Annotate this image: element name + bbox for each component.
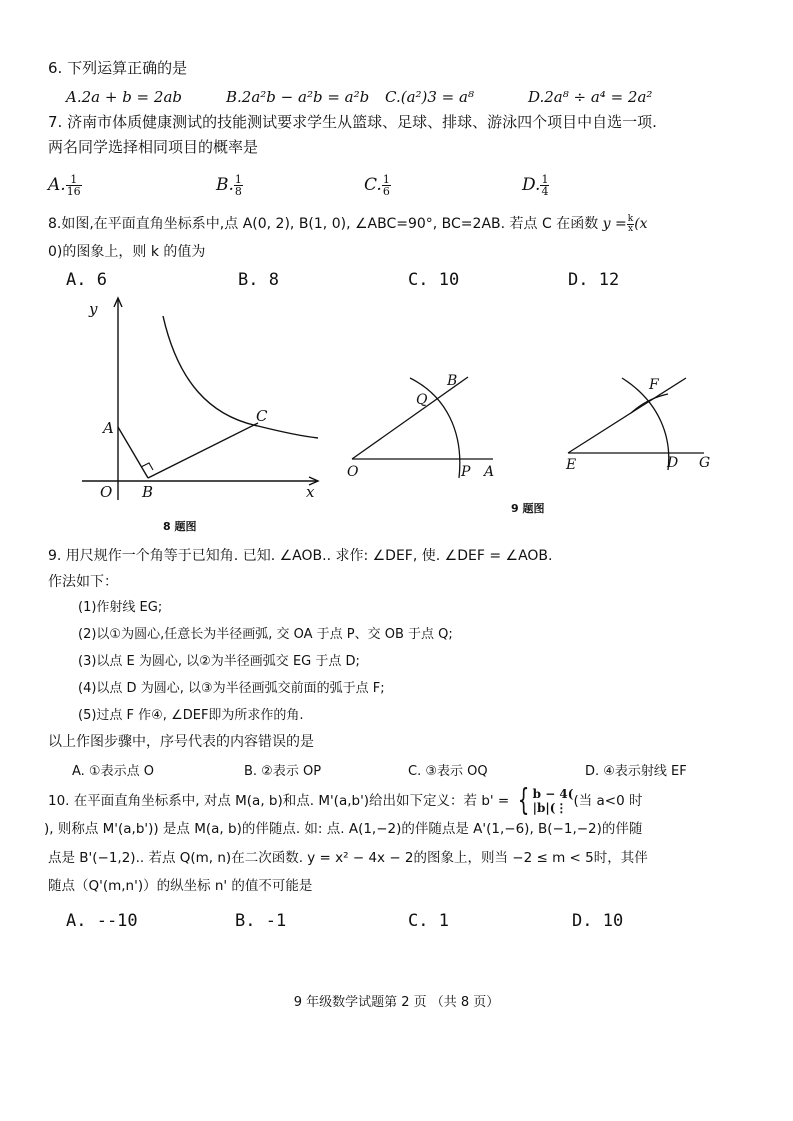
label-f: F (649, 377, 659, 393)
q6-option-c: C.(a²)3 = a⁸ (385, 88, 474, 106)
caption-8: 8 题图 (163, 520, 197, 533)
q6-stem: 6. 下列运算正确的是 (48, 59, 188, 77)
q7-option-a: A. $\frac{1}{16}$ (48, 173, 81, 198)
q8-option-b: B. 8 (238, 270, 279, 290)
label-a-9: A (484, 464, 495, 480)
q9-method: 作法如下： (48, 574, 118, 590)
q10-option-b: B. -1 (235, 911, 287, 931)
label-o: O (100, 483, 113, 501)
q8-option-c: C. 10 (408, 270, 460, 290)
q10-line4: 随点（Q'(m,n')）的纵坐标 n' 的值不可能是 (48, 878, 313, 894)
q10-option-a: A. --10 (66, 911, 138, 931)
label-q: Q (416, 392, 428, 408)
figure-9-angle-def (568, 378, 704, 470)
q6-option-d: D.2a⁸ ÷ a⁴ = 2a² (528, 88, 653, 106)
q7-stem-line2: 两名同学选择相同项目的概率是 (48, 138, 259, 156)
q6-option-b: B.2a²b − a²b = a²b (226, 88, 370, 106)
label-x: x (306, 483, 315, 501)
q9-step-5: (5)过点 F 作④, ∠DEF即为所求作的角. (78, 708, 304, 723)
q9-stem: 9. 用尺规作一个角等于已知角. 已知. ∠AOB.. 求作: ∠DEF, 使. ∠DEF = ∠AOB. (48, 548, 553, 564)
q7-option-d: D. $\frac{1}{4}$ (522, 173, 549, 198)
q7-option-c: C. $\frac{1}{6}$ (364, 173, 390, 198)
label-e: E (566, 457, 577, 473)
q7-stem-line1: 7. 济南市体质健康测试的技能测试要求学生从篮球、足球、排球、游泳四个项目中自选一项. (48, 113, 657, 131)
label-d: D (667, 455, 679, 471)
q8-stem-line2: 0)的图象上，则 k 的值为 (48, 244, 206, 260)
q10-line1: 10. 在平面直角坐标系中, 对点 M(a, b)和点. M'(a,b')给出如下定义：若 b' = { b − 4( |b|(⋮ (当 a<0 时 (48, 783, 643, 818)
q10-line3: 点是 B'(−1,2).. 若点 Q(m, n)在二次函数. y = x² − 4x − 2的图象上，则当 −2 ≤ m < 5时，其伴 (48, 850, 648, 866)
label-a: A (103, 419, 114, 437)
q9-option-d: D. ④表示射线 EF (585, 764, 687, 779)
q9-question: 以上作图步骤中，序号代表的内容错误的是 (48, 734, 314, 750)
q9-step-2: (2)以①为圆心,任意长为半径画弧, 交 OA 于点 P、交 OB 于点 Q; (78, 627, 453, 642)
q10-option-d: D. 10 (572, 911, 624, 931)
q9-step-4: (4)以点 D 为圆心, 以③为半径画弧交前面的弧于点 F; (78, 681, 385, 696)
q8-stem-line1: 8.如图,在平面直角坐标系中,点 A(0, 2), B(1, 0), ∠ABC=90°, BC=2AB. 若点 C 在函数 y = $\frac{k}{x}$ (x (48, 213, 648, 234)
hyperbola-curve (163, 316, 318, 438)
label-c: C (256, 407, 268, 425)
q9-step-3: (3)以点 E 为圆心, 以②为半径画弧交 EG 于点 D; (78, 654, 360, 669)
q7-option-b: B. $\frac{1}{8}$ (216, 173, 242, 198)
arc-d (622, 378, 669, 470)
q6-option-a: A.2a + b = 2ab (66, 88, 182, 106)
caption-9: 9 题图 (511, 502, 545, 515)
q9-step-1: (1)作射线 EG; (78, 600, 163, 615)
q10-line2: ), 则称点 M'(a,b')) 是点 M(a, b)的伴随点. 如: 点. A(1,−2)的伴随点是 A'(1,−6), B(−1,−2)的伴随 (44, 821, 643, 837)
label-o-9: O (347, 464, 359, 480)
q9-option-c: C. ③表示 OQ (408, 764, 488, 779)
q8-option-d: D. 12 (568, 270, 620, 290)
label-p: P (461, 464, 471, 480)
label-y: y (89, 300, 98, 318)
label-g: G (699, 455, 711, 471)
q10-option-c: C. 1 (408, 911, 449, 931)
page-footer: 9 年级数学试题第 2 页 （共 8 页） (293, 995, 500, 1010)
segment-ab (118, 427, 148, 478)
label-b: B (142, 483, 154, 501)
label-b-9: B (447, 373, 458, 389)
q9-option-b: B. ②表示 OP (244, 764, 322, 779)
q9-option-a: A. ①表示点 O (72, 764, 154, 779)
q8-option-a: A. 6 (66, 270, 107, 290)
ray-ef (568, 378, 686, 453)
segment-bc (148, 423, 258, 478)
